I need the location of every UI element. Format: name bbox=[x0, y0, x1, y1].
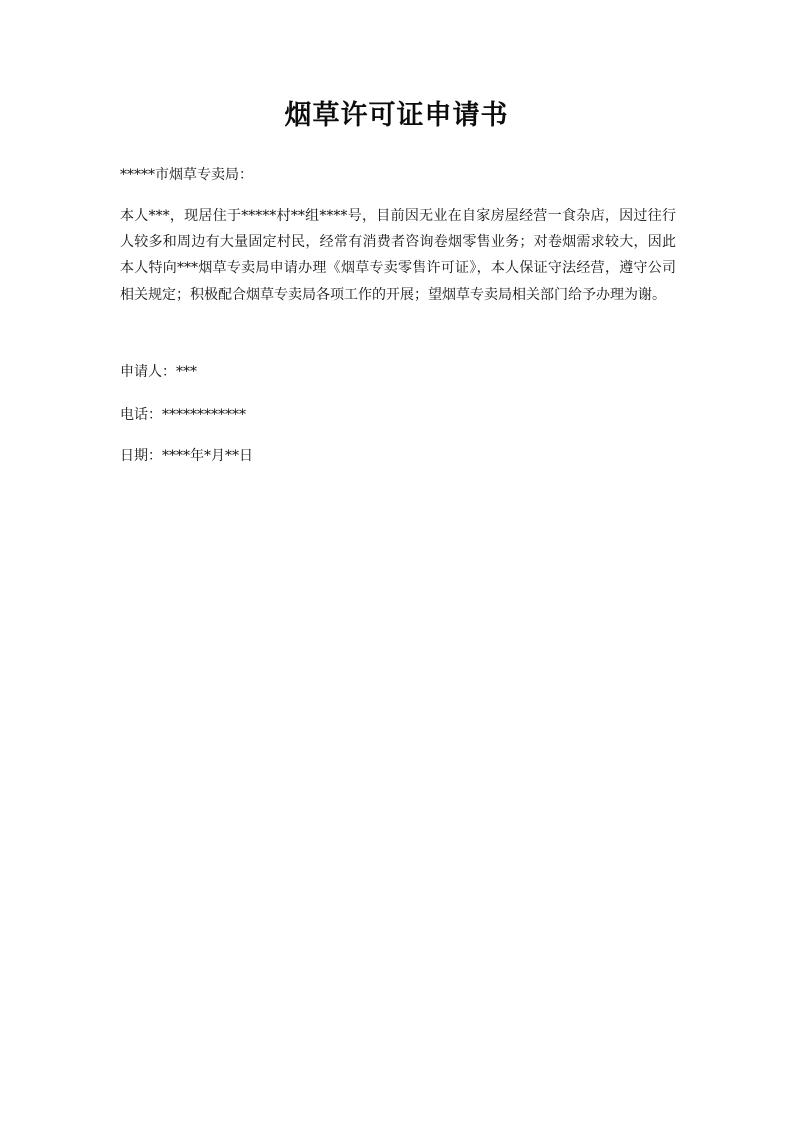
date-line: 日期：****年*月**日 bbox=[120, 448, 253, 464]
body-paragraph: 本人***，现居住于*****村**组****号，目前因无业在自家房屋经营一食杂店，因过往行人较多和周边有大量固定村民，经常有消费者咨询卷烟零售业务；对卷烟需求较大，因此本人特向***烟草专卖局申请办理《烟草专卖零售许可证》，本人保证守法经营，遵守公司相关规定；积极配合烟草专卖局各项工作的开展；望烟草专卖局相关部门给予办理为谢。 bbox=[120, 208, 676, 303]
applicant-line: 申请人：*** bbox=[120, 364, 197, 380]
salutation-line: *****市烟草专卖局： bbox=[120, 167, 253, 183]
document-title: 烟草许可证申请书 bbox=[284, 100, 509, 131]
phone-line: 电话：************ bbox=[120, 407, 246, 423]
